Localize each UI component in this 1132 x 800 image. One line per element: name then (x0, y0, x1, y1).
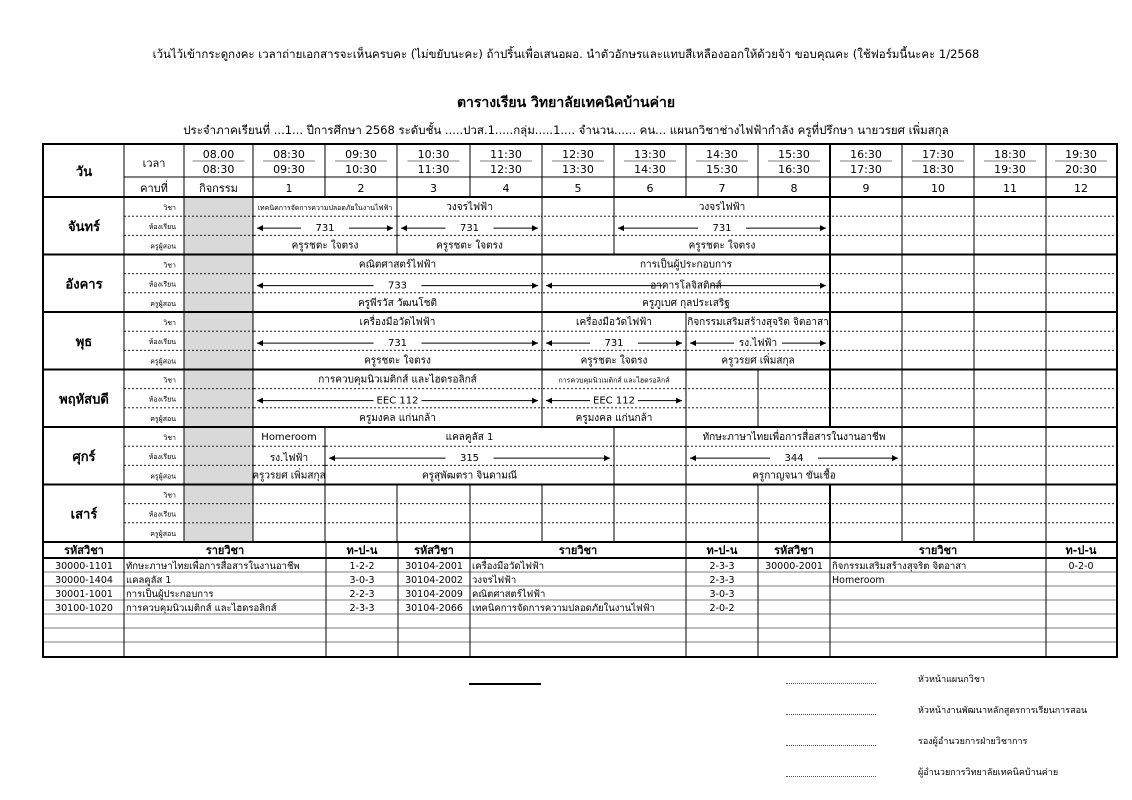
time-start: 17:30 (922, 148, 954, 161)
teacher-name: ครูรชตะ ใจตรง (688, 240, 756, 252)
teacher-name: ครูวรยศ เพิ่มสกุล (252, 470, 326, 482)
signature-line (786, 776, 876, 777)
row-label: วิชา (163, 434, 176, 442)
room-name: 731 (712, 223, 732, 235)
teacher-name: ครูพีรวัส วัฒนโชติ (357, 297, 438, 309)
row-label: ห้องเรียน (148, 453, 176, 462)
subject-name: การเป็นผู้ประกอบการ (639, 259, 733, 271)
subject-name: เทคนิคการจัดการความปลอดภัยในงานไฟฟ้า (257, 204, 393, 212)
subject-name: การควบคุมนิวเมติกส์ และไฮดรอลิกส์ (558, 376, 670, 385)
subject-name: เครื่องมือวัดไฟฟ้า (359, 317, 436, 328)
room-name: รง.ไฟฟ้า (269, 453, 309, 465)
time-start: 11:30 (490, 148, 522, 161)
room-name: 315 (459, 453, 480, 465)
room-name: 731 (604, 338, 624, 350)
row-label: วิชา (163, 261, 176, 270)
row-label: วิชา (163, 319, 176, 327)
time-end: 11:30 (417, 163, 450, 176)
room-name: EEC 112 (593, 395, 635, 407)
course-code-header: รหัสวิชา (774, 544, 814, 557)
day-name: พุธ (75, 334, 93, 350)
course-code: 30104-2066 (405, 603, 463, 614)
course-credit: 3-0-3 (349, 575, 375, 586)
day-header: วัน (75, 165, 93, 180)
course-code: 30000-1404 (55, 575, 113, 586)
subject-name: วงจรไฟฟ้า (446, 202, 493, 213)
teacher-name: ครูมงคล แก่นกล้า (359, 412, 436, 424)
course-credit: 2-2-3 (349, 589, 375, 600)
period-number: 5 (574, 182, 582, 195)
period-number: 12 (1074, 182, 1088, 195)
room-name: 733 (387, 280, 408, 292)
course-name: วงจรไฟฟ้า (472, 575, 517, 586)
signature-label-deputy-director: รองผู้อำนวยการฝ่ายวิชาการ (918, 737, 1028, 747)
time-end: 13:30 (562, 163, 594, 176)
signature-label-curriculum-head: หัวหน้างานพัฒนาหลักสูตรการเรียนการสอน (918, 706, 1088, 716)
timetable-grid (44, 145, 1116, 656)
course-name: กิจกรรมเสริมสร้างสุจริต จิตอาสา (832, 561, 967, 572)
course-name: แคลคูลัส 1 (126, 575, 172, 586)
course-name-header: รายวิชา (558, 544, 598, 557)
course-code-header: รหัสวิชา (414, 544, 454, 557)
course-credit-header: ท-ป-น (706, 544, 738, 557)
signature-line (786, 745, 876, 746)
time-start: 08.00 (202, 148, 235, 161)
day-name: เสาร์ (70, 507, 98, 523)
course-credit: 2-3-3 (349, 603, 375, 614)
page-title: ตารางเรียน วิทยาลัยเทคนิคบ้านค่าย (456, 95, 676, 111)
period-number: 6 (646, 182, 654, 195)
teacher-name: ครูรชตะ ใจตรง (580, 355, 648, 367)
course-code: 30100-1020 (55, 603, 113, 614)
time-start: 16:30 (850, 148, 882, 161)
time-end: 20:30 (1065, 163, 1097, 176)
room-name: 344 (784, 453, 804, 465)
period-number: 11 (1003, 182, 1017, 195)
period-number: 1 (285, 182, 293, 195)
subject-name: Homeroom (261, 432, 317, 443)
room-name: EEC 112 (376, 395, 419, 407)
time-end: 10:30 (345, 163, 377, 176)
time-start: 14:30 (706, 148, 738, 161)
course-code: 30000-1101 (55, 561, 113, 572)
timetable (42, 143, 1118, 658)
time-start: 13:30 (634, 148, 666, 161)
row-label: ห้องเรียน (148, 338, 176, 347)
time-end: 19:30 (994, 163, 1026, 176)
course-code: 30001-1001 (55, 589, 113, 600)
time-end: 14:30 (634, 163, 666, 176)
course-code-header: รหัสวิชา (64, 544, 104, 557)
row-label: วิชา (163, 376, 176, 385)
room-name: อาคารโลจิสติกส์ (650, 280, 722, 292)
course-credit: 3-0-3 (709, 589, 735, 600)
day-name: พฤหัสบดี (59, 392, 109, 408)
course-credit: 1-2-2 (349, 561, 375, 572)
course-credit: 2-3-3 (709, 575, 735, 586)
signature-line (786, 683, 876, 684)
day-name: อังคาร (65, 277, 103, 293)
time-start: 10:30 (417, 148, 450, 161)
time-end: 08:30 (202, 163, 235, 176)
time-end: 18:30 (922, 163, 954, 176)
teacher-name: ครูมงคล แก่นกล้า (575, 412, 653, 424)
room-name: 731 (459, 223, 480, 235)
teacher-name: ครูกาญจนา ขันเชื้อ (752, 470, 836, 482)
time-start: 08:30 (273, 148, 305, 161)
subject-name: กิจกรรมเสริมสร้างสุจริต จิตอาสา (687, 317, 829, 328)
course-name: เครื่องมือวัดไฟฟ้า (472, 561, 545, 572)
course-credit: 2-3-3 (709, 561, 735, 572)
period-number: 7 (718, 182, 726, 195)
course-name: คณิตศาสตร์ไฟฟ้า (472, 589, 546, 600)
row-label: ห้องเรียน (148, 510, 176, 519)
subject-name: แคลคูลัส 1 (445, 432, 494, 443)
course-name: ทักษะภาษาไทยเพื่อการสื่อสารในงานอาชีพ (126, 561, 300, 572)
period-header: คาบที่ (140, 182, 168, 195)
room-name: รง.ไฟฟ้า (738, 338, 778, 350)
semester-info: ประจำภาคเรียนที่ ...1... ปีการศึกษา 2568 ระดับชั้น .....ปวส.1.....กลุ่ม.....1.... จำนวน...... คน... แผนกวิชาช่างไฟฟ้ากำลัง ครูที่ปรึกษา นายวรยศ เพิ่มสกุล (183, 123, 949, 137)
course-name: การควบคุมนิวเมติกส์ และไฮดรอลิกส์ (126, 603, 277, 614)
time-end: 15:30 (706, 163, 738, 176)
row-label: ครูผู้สอน (150, 472, 176, 481)
subject-name: การควบคุมนิวเมติกส์ และไฮดรอลิกส์ (318, 374, 477, 386)
row-label: ครูผู้สอน (150, 357, 176, 366)
day-name: จันทร์ (67, 219, 101, 235)
course-code: 30000-2001 (765, 561, 823, 572)
signature-label-director: ผู้อำนวยการวิทยาลัยเทคนิคบ้านค่าย (918, 768, 1059, 778)
row-label: ห้องเรียน (148, 280, 176, 289)
header-note: เว้นไว้เข้ากระดูกงคะ เวลาถ่ายเอกสารจะเห็นครบคะ (ไม่ขยับนะคะ) ถ้าปริ้นเพื่อเสนอผอ. นำตัวอักษรและแทบสีเหลืองออกให้ด้วยจ้า ขอบคุณคะ (ใช้ฟอร์มนี้นะคะ 1/2568 (152, 47, 980, 61)
period-number: 2 (357, 182, 365, 195)
row-label: ห้องเรียน (148, 395, 176, 404)
course-name: การเป็นผู้ประกอบการ (126, 589, 214, 600)
time-end: 16:30 (778, 163, 810, 176)
course-name-header: รายวิชา (205, 544, 245, 557)
course-credit-header: ท-ป-น (346, 544, 378, 557)
teacher-name: ครูรชตะ ใจตรง (364, 355, 431, 367)
course-name: Homeroom (832, 575, 885, 586)
day-name: ศุกร์ (72, 449, 96, 465)
time-start: 19:30 (1065, 148, 1097, 161)
room-name: 731 (315, 223, 335, 235)
subject-name: ทักษะภาษาไทยเพื่อการสื่อสารในงานอาชีพ (702, 432, 886, 443)
course-code: 30104-2009 (405, 589, 463, 600)
time-end: 12:30 (490, 163, 522, 176)
row-label: ห้องเรียน (148, 223, 176, 232)
subject-name: วงจรไฟฟ้า (698, 202, 746, 213)
row-label: ครูผู้สอน (150, 414, 176, 423)
row-label: ครูผู้สอน (150, 529, 176, 538)
course-code: 30104-2001 (405, 561, 463, 572)
time-end: 09:30 (273, 163, 305, 176)
time-start: 12:30 (562, 148, 594, 161)
teacher-name: ครูวรยศ เพิ่มสกุล (721, 355, 795, 367)
period-number: 4 (502, 182, 510, 195)
course-credit-header: ท-ป-น (1065, 544, 1097, 557)
course-name: เทคนิคการจัดการความปลอดภัยในงานไฟฟ้า (472, 603, 655, 614)
course-credit: 0-2-0 (1068, 561, 1094, 572)
course-code: 30104-2002 (405, 575, 463, 586)
room-name: 731 (387, 338, 408, 350)
row-label: วิชา (163, 491, 176, 500)
course-name-header: รายวิชา (918, 544, 958, 557)
subject-name: คณิตศาสตร์ไฟฟ้า (358, 259, 437, 271)
period-number: 3 (430, 182, 437, 195)
teacher-name: ครูรชตะ ใจตรง (436, 240, 503, 252)
signature-label-dept-head: หัวหน้าแผนกวิชา (918, 675, 986, 685)
teacher-name: ครูรชตะ ใจตรง (291, 240, 359, 252)
period-number: 10 (931, 182, 945, 195)
period-number: 8 (790, 182, 798, 195)
subject-name: เครื่องมือวัดไฟฟ้า (576, 317, 652, 328)
course-credit: 2-0-2 (709, 603, 735, 614)
time-header: เวลา (142, 157, 166, 170)
teacher-name: ครูสุพัฒตรา จินดามณี (421, 470, 518, 482)
time-start: 15:30 (778, 148, 810, 161)
time-end: 17:30 (850, 163, 882, 176)
teacher-name: ครูภูเบศ กุลประเสริฐ (642, 297, 730, 309)
row-label: ครูผู้สอน (150, 299, 176, 308)
row-label: ครูผู้สอน (150, 242, 176, 251)
signature-line (786, 714, 876, 715)
activity-header: กิจกรรม (199, 182, 238, 195)
period-number: 9 (862, 182, 870, 195)
time-start: 18:30 (994, 148, 1026, 161)
row-label: วิชา (163, 204, 176, 212)
center-mark (469, 683, 541, 685)
time-start: 09:30 (345, 148, 377, 161)
